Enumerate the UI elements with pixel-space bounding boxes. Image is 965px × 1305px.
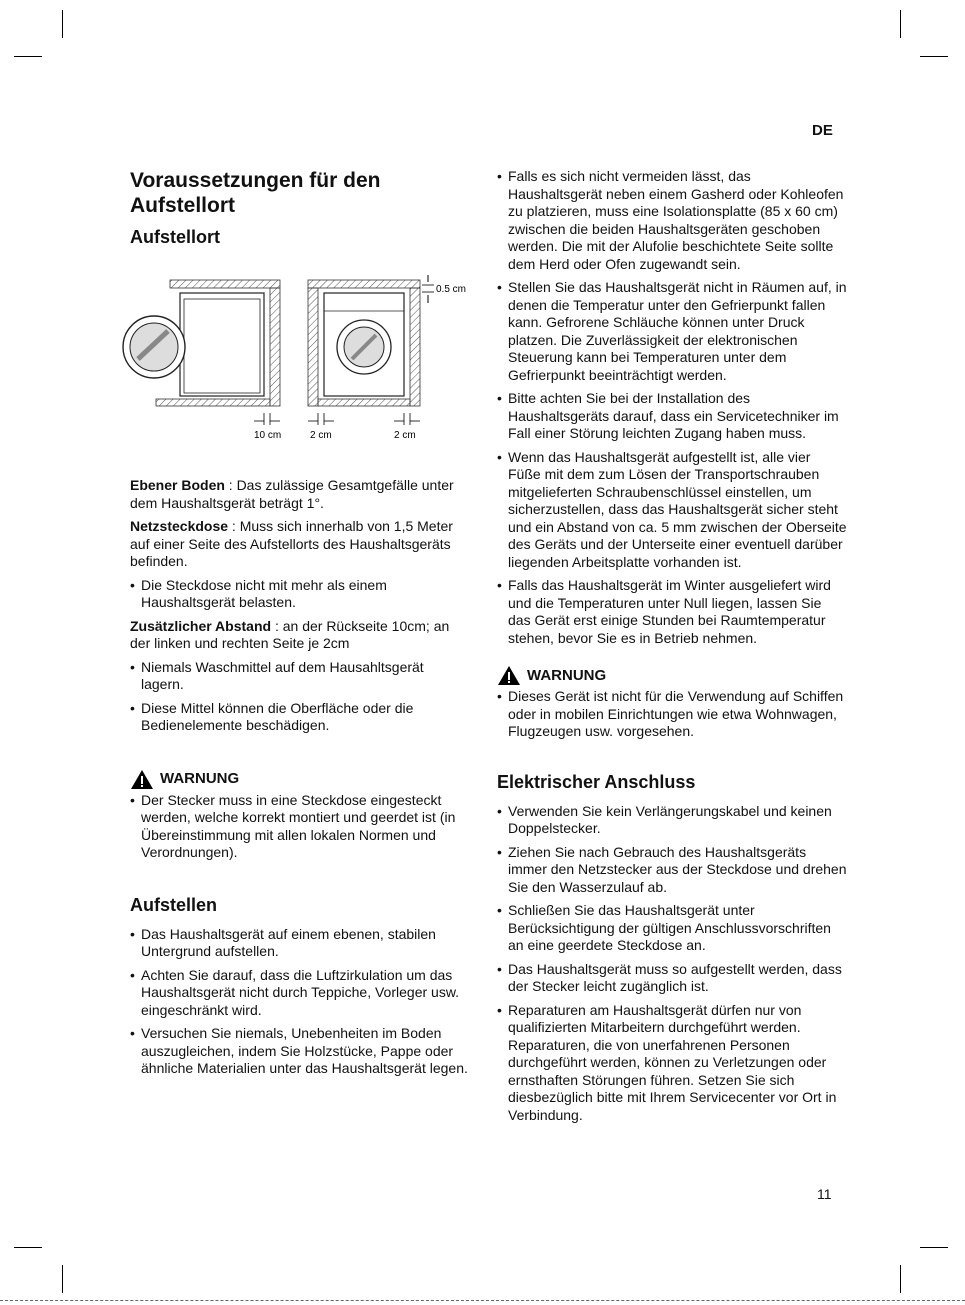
list-item: • Versuchen Sie niemals, Unebenheiten im Boden auszugleichen, indem Sie Holzstücke, Pappe oder ähnliche Materialien unter das Haushaltsgerät legen. [130, 1025, 470, 1078]
list-item: • Die Steckdose nicht mit mehr als einem Haushaltsgerät belasten. [130, 577, 470, 612]
list-item: • Stellen Sie das Haushaltsgerät nicht in Räumen auf, in denen die Temperatur unter den Gefrierpunkt fallen kann. Gefrorene Schläuche können unter Druck platzen. Die Zuverlässigkeit der elektronischen Steuerung kann bei Temperaturen unter dem Gefrierpunkt beeinträchtigt werden. [497, 279, 847, 384]
right-column [497, 168, 847, 1130]
bullet-list [130, 577, 470, 612]
list-item: • Schließen Sie das Haushaltsgerät unter Berücksichtigung der gültigen Anschlussvorschriften an eine geerdete Steckdose an. [497, 902, 847, 955]
washer-side-body [180, 293, 264, 396]
list-item: • Diese Mittel können die Oberfläche oder die Bedienelemente beschädigen. [130, 700, 470, 735]
aufstellen-title: Aufstellen [130, 894, 218, 915]
left-column [130, 168, 470, 1084]
page-edge-line [0, 1300, 965, 1301]
crop-mark [920, 56, 948, 57]
warning-heading [130, 769, 470, 790]
bullet-list [497, 688, 847, 741]
wall-right-hatch [270, 288, 280, 406]
abstand-paragraph [130, 618, 470, 653]
netzsteckdose-paragraph [130, 518, 470, 571]
wall-top-hatch [170, 280, 280, 288]
list-item: • Achten Sie darauf, dass die Luftzirkulation um das Haushaltsgerät nicht durch Teppiche, Vorleger usw. eingeschränkt wird. [130, 967, 470, 1020]
floor-hatch [156, 399, 270, 406]
bullet-list [130, 659, 470, 735]
crop-mark [62, 10, 63, 38]
list-item: • Verwenden Sie kein Verlängerungskabel und keinen Doppelstecker. [497, 803, 847, 838]
bullet-list [130, 792, 470, 862]
list-item: • Dieses Gerät ist nicht für die Verwendung auf Schiffen oder in mobilen Einrichtungen wie etwa Wohnwagen, Flugzeugen usw. vorgesehen. [497, 688, 847, 741]
crop-mark [14, 56, 42, 57]
list-item: • Falls das Haushaltsgerät im Winter ausgeliefert wird und die Temperaturen unter Null liegen, lassen Sie das Gerät erst einige Stunden bei Raumtemperatur stehen, bevor Sie es in Betrieb nehmen. [497, 577, 847, 647]
list-item: • Das Haushaltsgerät muss so aufgestellt werden, dass der Stecker leicht zugänglich ist. [497, 961, 847, 996]
warning-title: WARNUNG [527, 666, 607, 684]
warning-title: WARNUNG [160, 770, 240, 788]
crop-mark [900, 1265, 901, 1293]
floor-hatch-front [318, 399, 410, 406]
netzsteckdose-text: : Muss sich innerhalb von 1,5 Meter auf einer Seite des Aufstellorts des Haushaltsgeräts befinden. [130, 518, 453, 569]
crop-mark [900, 10, 901, 38]
installation-clearance-diagram [120, 275, 470, 445]
list-item: • Der Stecker muss in eine Steckdose eingesteckt werden, welche korrekt montiert und geerdet ist (in Übereinstimmung mit allen lokalen Normen und Verordnungen). [130, 792, 470, 862]
list-item: • Ziehen Sie nach Gebrauch des Haushaltsgeräts immer den Netzstecker aus der Steckdose und drehen Sie den Wasserzulauf ab. [497, 844, 847, 897]
warning-icon [130, 769, 154, 790]
abstand-label: Zusätzlicher Abstand [130, 617, 272, 634]
crop-mark [14, 1247, 42, 1248]
crop-mark [920, 1247, 948, 1248]
list-item: • Falls es sich nicht vermeiden lässt, das Haushaltsgerät neben einem Gasherd oder Kohleofen zu platzieren, muss eine Isolationsplatte (85 x 60 cm) zwischen die beiden Haushaltsgeräten geschoben werden. Die mit der Alufolie beschichtete Seite sollte dem Herd oder Ofen zugewandt sein. [497, 168, 847, 273]
left-gap-label: 10 cm [254, 430, 282, 441]
bullet-list [130, 926, 470, 1078]
subsection-title: Aufstellort [130, 227, 220, 247]
section-title: Voraussetzungen für den Aufstellort [130, 169, 381, 217]
ebener-boden-text: : Das zulässige Gesamtgefälle unter dem Haushaltsgerät beträgt 1°. [130, 477, 454, 511]
ebener-boden-label: Ebener Boden [130, 477, 225, 493]
wall-left-hatch-front [308, 288, 318, 406]
page-number: 11 [817, 1186, 832, 1202]
crop-mark [62, 1265, 63, 1293]
bullet-list [497, 168, 847, 647]
ebener-boden-paragraph [130, 477, 470, 512]
list-item: • Wenn das Haushaltsgerät aufgestellt ist, alle vier Füße mit dem zum Lösen der Transportschrauben mitgelieferten Schraubenschlüssel einstellen, um sicherzustellen, dass das Haushaltsgerät sicher steht und ein Abstand von ca. 5 mm zwischen der Oberseite des Geräts und der Unterseite einer eventuell darüber liegenden Arbeitsplatte vorhanden ist. [497, 449, 847, 572]
list-item: • Reparaturen am Haushaltsgerät dürfen nur von qualifizierten Mitarbeitern durchgeführt werden. Reparaturen, die von unerfahrenen Personen durchgeführt werden, können zu Verletzungen oder ernsthaften Störungen führen. Setzen Sie sich diesbezüglich bitte mit Ihrem Servicecenter vor Ort in Verbindung. [497, 1002, 847, 1125]
bullet-list [497, 803, 847, 1125]
mid-gap-label: 2 cm [310, 430, 332, 441]
list-item: • Niemals Waschmittel auf dem Hausahltsgerät lagern. [130, 659, 470, 694]
warning-icon [497, 665, 521, 686]
elektro-title: Elektrischer Anschluss [497, 771, 696, 792]
wall-right-hatch-front [410, 288, 420, 406]
abstand-text: : an der Rückseite 10cm; an der linken und rechten Seite je 2cm [130, 617, 450, 651]
top-gap-label: 0.5 cm [436, 284, 467, 295]
list-item: • Bitte achten Sie bei der Installation des Haushaltsgeräts darauf, dass ein Servicetechniker im Fall einer Störung leichten Zugang haben muss. [497, 390, 847, 443]
language-tag: DE [812, 122, 833, 139]
wall-top-hatch-front [308, 280, 420, 288]
warning-heading [497, 665, 847, 686]
list-item: • Das Haushaltsgerät auf einem ebenen, stabilen Untergrund aufstellen. [130, 926, 470, 961]
netzsteckdose-label: Netzsteckdose [130, 518, 229, 534]
right-gap-label: 2 cm [394, 430, 416, 441]
